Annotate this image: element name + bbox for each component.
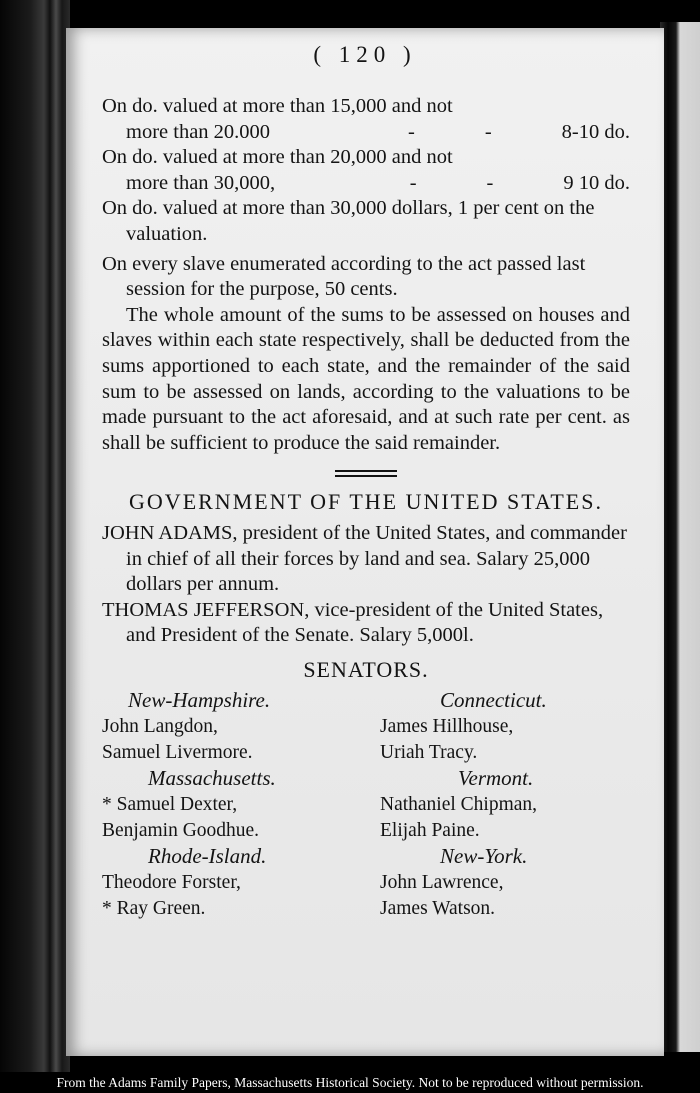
copyright-footer: From the Adams Family Papers, Massachusetts Historical Society. Not to be reproduced without permission. (56, 1075, 644, 1090)
book-binding (0, 0, 70, 1072)
dash: - (408, 120, 415, 143)
page-body (102, 94, 630, 921)
senator-name: John Lawrence, (380, 872, 504, 894)
senator-name: Benjamin Goodhue. (102, 820, 260, 842)
senator-name: Uriah Tracy. (380, 742, 478, 764)
dash: - (486, 171, 494, 194)
state-heading: Massachusetts. (148, 766, 276, 791)
tax-line-1: On do. valued at more than 15,000 and not (102, 95, 453, 117)
page-number: ( 120 ) (313, 42, 417, 67)
state-heading: Vermont. (458, 766, 534, 791)
state-heading: New-Hampshire. (128, 688, 271, 713)
dash: - (484, 120, 492, 143)
vice-president-entry: THOMAS JEFFERSON, vice-president of the United States, and President of the Senate. Salary 5,000l. (102, 598, 604, 647)
senator-name: James Watson. (380, 898, 496, 920)
tax-text: more than 20.000 (126, 120, 271, 143)
tax-line-1-cont (102, 120, 630, 146)
senator-name: James Hillhouse, (380, 716, 514, 738)
government-heading: GOVERNMENT OF THE UNITED STATES. (129, 489, 603, 515)
tax-line-2-cont (102, 171, 630, 197)
state-heading: Rhode-Island. (148, 844, 267, 869)
rate: 8-10 do. (561, 120, 630, 143)
senator-name: * Ray Green. (102, 898, 206, 920)
assessment-paragraph: The whole amount of the sums to be assessed on houses and slaves within each state respectively, shall be deducted from the sums apportioned to each state, and the remainder of the said sum to be assessed on lands, according to the valuations to be made pursuant to the act aforesaid, and at such rate per cent. as shall be sufficient to produce the said remainder. (102, 303, 630, 454)
senators-list (102, 688, 630, 921)
senator-name: Samuel Livermore. (102, 742, 253, 764)
state-heading: New-York. (440, 844, 528, 869)
senator-name: Elijah Paine. (380, 820, 480, 842)
tax-text: more than 30,000, (126, 171, 276, 194)
senator-name: Theodore Forster, (102, 872, 241, 894)
senators-heading: SENATORS. (303, 656, 429, 682)
slave-tax-line: On every slave enumerated according to the act passed last session for the purpose, 50 cents. (102, 252, 586, 301)
book-page (66, 28, 664, 1056)
tax-line-2: On do. valued at more than 20,000 and not (102, 146, 453, 169)
state-heading: Connecticut. (440, 688, 547, 713)
senator-name: * Samuel Dexter, (102, 794, 238, 816)
senator-name: Nathaniel Chipman, (380, 794, 538, 816)
divider-rule (335, 470, 397, 477)
president-entry: JOHN ADAMS, president of the United States, and commander in chief of all their forces by land and sea. Salary 25,000 dollars per annum. (102, 521, 627, 596)
rate: 9 10 do. (563, 171, 630, 194)
page-edge (660, 22, 700, 1052)
senator-name: John Langdon, (102, 716, 218, 738)
dash: - (409, 171, 417, 194)
tax-line-3: On do. valued at more than 30,000 dollars, 1 per cent on the valuation. (102, 197, 595, 245)
